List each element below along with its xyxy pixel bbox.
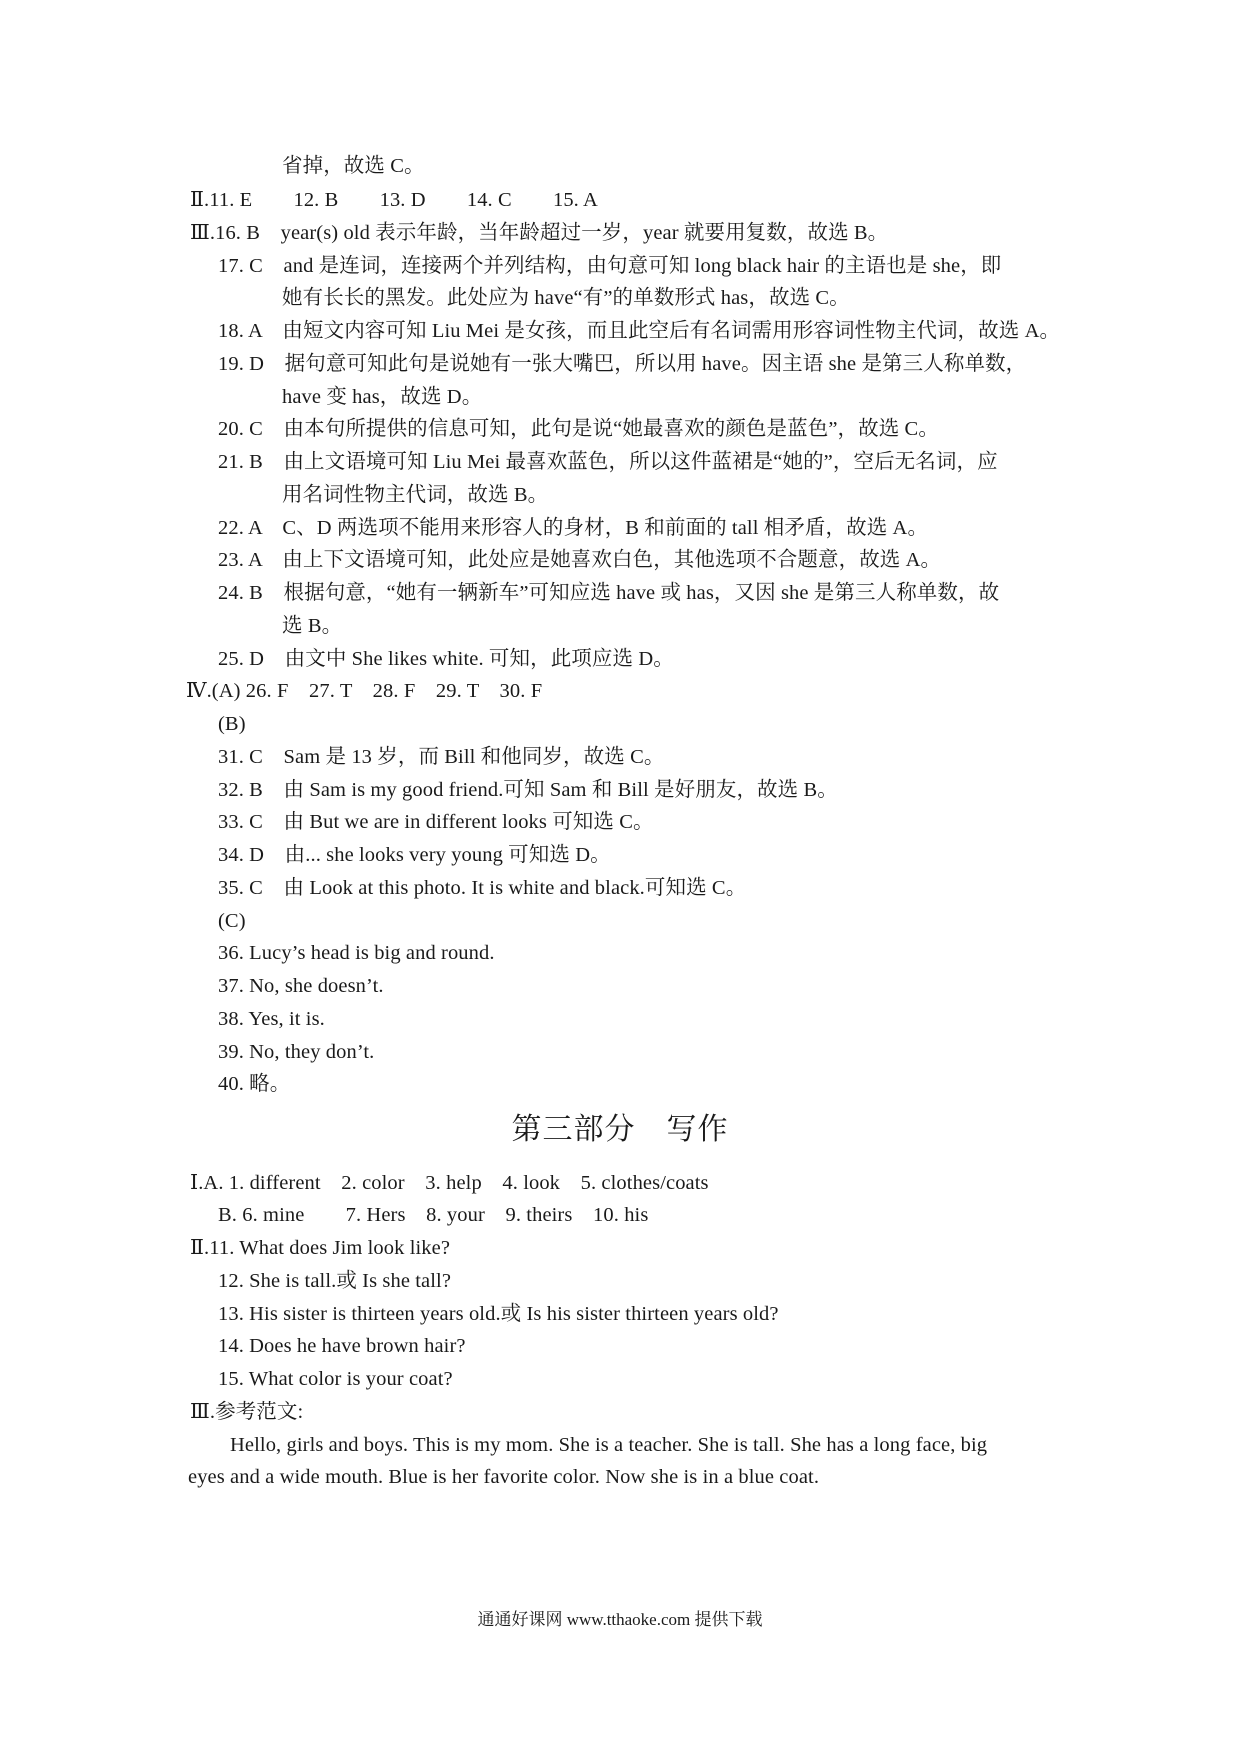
text-line: 39. No, they don’t. bbox=[218, 1041, 375, 1063]
text-line: 37. No, she doesn’t. bbox=[218, 975, 384, 997]
footer-source: 通通好课网 www.tthaoke.com 提供下载 bbox=[477, 1610, 763, 1629]
text-line: 21. B 由上文语境可知 Liu Mei 最喜欢蓝色，所以这件蓝裙是“她的”，空后无名词，应 bbox=[218, 451, 998, 473]
text-line: 24. B 根据句意，“她有一辆新车”可知应选 have 或 has，又因 she 是第三人称单数，故 bbox=[218, 582, 1000, 604]
text-line: 38. Yes, it is. bbox=[218, 1008, 325, 1030]
text-line: 12. She is tall.或 Is she tall? bbox=[218, 1270, 452, 1292]
text-line: have 变 has，故选 D。 bbox=[282, 386, 483, 408]
text-line: (B) bbox=[218, 713, 246, 735]
section-heading: 第三部分 写作 bbox=[511, 1112, 729, 1147]
text-line: B. 6. mine 7. Hers 8. your 9. theirs 10. his bbox=[218, 1204, 649, 1226]
text-line: 19. D 据句意可知此句是说她有一张大嘴巴，所以用 have。因主语 she 是第三人称单数， bbox=[218, 353, 1027, 375]
text-line: 17. C and 是连词，连接两个并列结构，由句意可知 long black hair 的主语也是 she，即 bbox=[218, 255, 1002, 277]
text-line: 18. A 由短文内容可知 Liu Mei 是女孩，而且此空后有名词需用形容词性物主代词，故选 A。 bbox=[218, 320, 1061, 342]
text-line: eyes and a wide mouth. Blue is her favorite color. Now she is in a blue coat. bbox=[188, 1466, 820, 1488]
text-line: Ⅳ.(A) 26. F 27. T 28. F 29. T 30. F bbox=[186, 680, 543, 702]
text-line: 选 B。 bbox=[282, 615, 343, 637]
text-line: Ⅰ.A. 1. different 2. color 3. help 4. look 5. clothes/coats bbox=[190, 1172, 709, 1194]
text-line: Hello, girls and boys. This is my mom. She is a teacher. She is tall. She has a long face, big bbox=[230, 1434, 988, 1456]
text-line: 13. His sister is thirteen years old.或 Is his sister thirteen years old? bbox=[218, 1303, 779, 1325]
text-line: 20. C 由本句所提供的信息可知，此句是说“她最喜欢的颜色是蓝色”，故选 C。 bbox=[218, 418, 939, 440]
text-line: 省掉，故选 C。 bbox=[282, 155, 425, 177]
text-line: 14. Does he have brown hair? bbox=[218, 1335, 466, 1357]
text-line: 用名词性物主代词，故选 B。 bbox=[282, 484, 549, 506]
text-line: 32. B 由 Sam is my good friend.可知 Sam 和 Bill 是好朋友，故选 B。 bbox=[218, 779, 838, 801]
text-line: Ⅲ.参考范文: bbox=[190, 1401, 304, 1423]
text-line: 25. D 由文中 She likes white. 可知，此项应选 D。 bbox=[218, 648, 674, 670]
text-line: (C) bbox=[218, 910, 246, 932]
text-line: Ⅲ.16. B year(s) old 表示年龄，当年龄超过一岁，year 就要用复数，故选 B。 bbox=[190, 222, 889, 244]
text-line: Ⅱ.11. What does Jim look like? bbox=[190, 1237, 451, 1259]
text-line: 33. C 由 But we are in different looks 可知选 C。 bbox=[218, 811, 654, 833]
text-line: 她有长长的黑发。此处应为 have“有”的单数形式 has，故选 C。 bbox=[282, 287, 850, 309]
text-line: 35. C 由 Look at this photo. It is white and black.可知选 C。 bbox=[218, 877, 747, 899]
text-line: 34. D 由... she looks very young 可知选 D。 bbox=[218, 844, 611, 866]
text-line: 15. What color is your coat? bbox=[218, 1368, 453, 1390]
text-line: 40. 略。 bbox=[218, 1073, 291, 1095]
text-line: Ⅱ.11. E 12. B 13. D 14. C 15. A bbox=[190, 189, 598, 211]
text-line: 31. C Sam 是 13 岁，而 Bill 和他同岁，故选 C。 bbox=[218, 746, 665, 768]
text-line: 22. A C、D 两选项不能用来形容人的身材，B 和前面的 tall 相矛盾，故选 A。 bbox=[218, 517, 929, 539]
text-line: 36. Lucy’s head is big and round. bbox=[218, 942, 495, 964]
text-line: 23. A 由上下文语境可知，此处应是她喜欢白色，其他选项不合题意，故选 A。 bbox=[218, 549, 942, 571]
